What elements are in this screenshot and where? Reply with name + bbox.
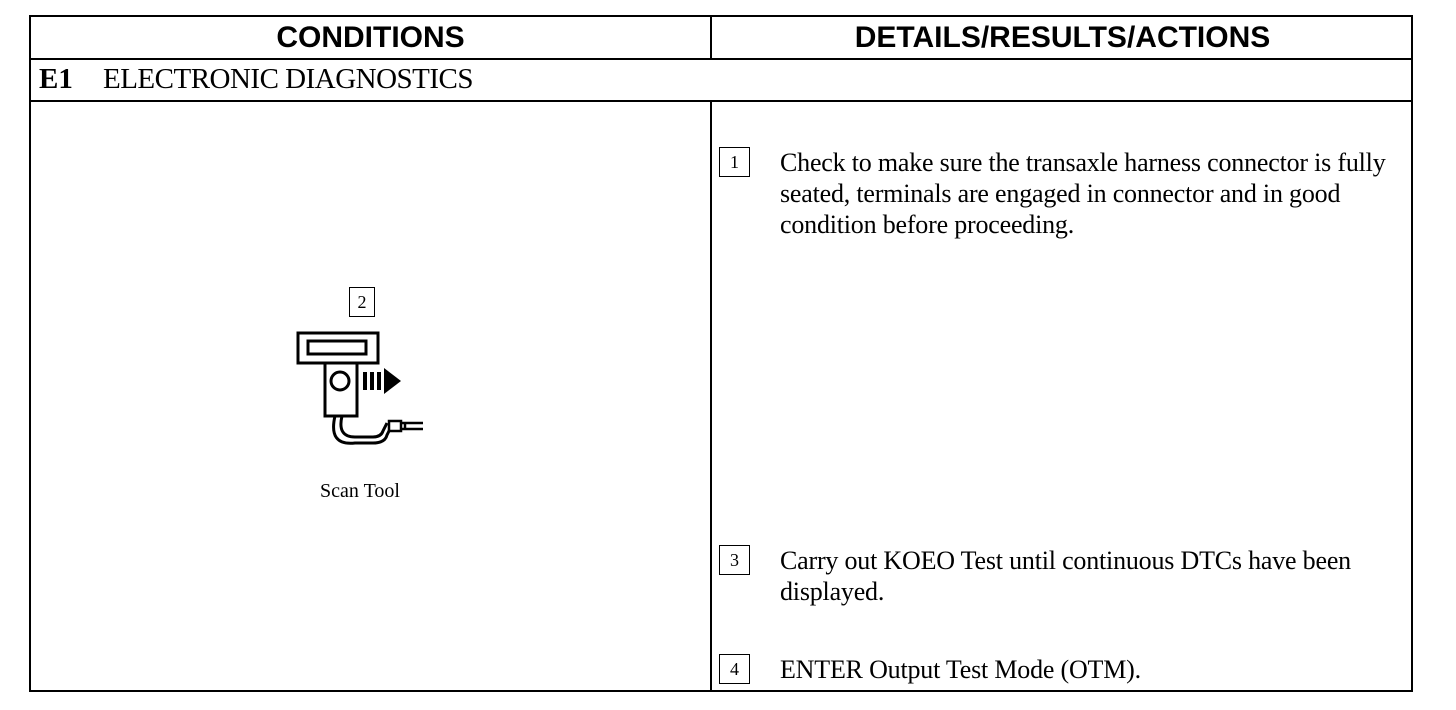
tool-caption: Scan Tool [320, 480, 400, 502]
scan-tool-icon [293, 331, 433, 463]
conditions-header: CONDITIONS [276, 20, 465, 54]
step-text: ENTER Output Test Mode (OTM). [780, 655, 1141, 684]
column-divider [710, 102, 712, 692]
step-number-box: 1 [719, 147, 750, 177]
section-row [31, 58, 1411, 102]
step-text: Check to make sure the transaxle harness connector is fully seated, terminals are engaged in connector and in good condition before proceeding. [780, 148, 1386, 239]
conditions-cell [31, 102, 710, 692]
step-text: Carry out KOEO Test until continuous DTCs have been displayed. [780, 546, 1351, 606]
step-number-box: 3 [719, 545, 750, 575]
section-code: E1 [39, 62, 73, 95]
details-header: DETAILS/RESULTS/ACTIONS [854, 20, 1271, 54]
diagnostic-table [29, 15, 1413, 692]
section-title: ELECTRONIC DIAGNOSTICS [103, 62, 474, 95]
step-number-box: 4 [719, 654, 750, 684]
tool-step-number: 2 [349, 287, 375, 317]
table-header-row [31, 17, 1411, 60]
